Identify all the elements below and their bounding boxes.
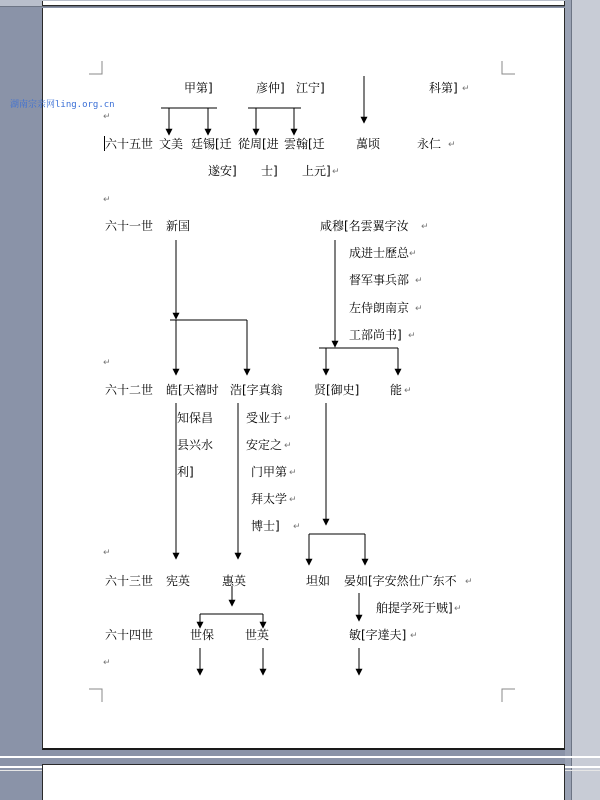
page-separator [0, 770, 42, 771]
name-xinguo: 新国 [166, 219, 191, 233]
name-suian: 遂安] [208, 164, 237, 178]
name-shiying: 世英 [245, 628, 270, 642]
hao-line-2: 县兴水 [177, 438, 214, 452]
name-hao2: 浩[字真翁 [230, 383, 283, 397]
name-yanzhong: 彦仲] [256, 81, 285, 95]
xianmu-line-1: 成进士歷总 [349, 246, 410, 260]
name-wanqing: 萬顷 [356, 137, 381, 151]
hao-line-1: 知保昌 [177, 411, 214, 425]
name-leihan: 雲翰[迁 [284, 137, 325, 151]
return-mark: ↵ [103, 112, 111, 122]
name-shi: 士] [261, 164, 278, 178]
name-min: 敏[字達夫] [349, 628, 407, 642]
xianmu-line-2: 督军事兵部 [349, 273, 410, 287]
hao2-line-2: 安定之 [246, 438, 283, 452]
page-separator [565, 766, 600, 768]
return-mark: ↵ [103, 658, 111, 668]
return-mark: ↵ [284, 441, 292, 451]
name-kedi: 科第] [429, 81, 458, 95]
return-mark: ↵ [415, 304, 423, 314]
generation-65: 六十五世 [105, 137, 154, 151]
name-yanru: 晏如[字安然仕广东不 [344, 574, 457, 588]
hao2-line-3: 门甲第 [251, 465, 288, 479]
yanru-line-2: 舶提学死于贼] [376, 601, 453, 615]
return-mark: ↵ [289, 468, 297, 478]
return-mark: ↵ [454, 604, 462, 614]
name-xianmu: 咸穆[名雲翼字汝 [320, 219, 409, 233]
name-xianying: 宪英 [166, 574, 191, 588]
name-neng: 能 [390, 383, 403, 397]
hao2-line-5: 博士] [251, 519, 280, 533]
return-mark: ↵ [293, 522, 301, 532]
name-huiying: 惠英 [222, 574, 247, 588]
name-congzhou: 從周[进 [238, 137, 279, 151]
page-separator [565, 770, 600, 771]
name-hao: 皓[天禧时 [166, 383, 219, 397]
generation-62: 六十二世 [105, 383, 154, 397]
generation-61: 六十一世 [105, 219, 154, 233]
name-shangyuan: 上元] [302, 164, 331, 178]
return-mark: ↵ [404, 386, 412, 396]
name-shibao: 世保 [190, 628, 215, 642]
document-page [42, 8, 565, 750]
return-mark: ↵ [421, 222, 429, 232]
return-mark: ↵ [103, 358, 111, 368]
return-mark: ↵ [284, 414, 292, 424]
return-mark: ↵ [408, 331, 416, 341]
return-mark: ↵ [465, 577, 473, 587]
hao2-line-1: 受业于 [246, 411, 283, 425]
xianmu-line-4: 工部尚书] [349, 328, 402, 342]
name-wenmei: 文美 [159, 137, 184, 151]
return-mark: ↵ [289, 495, 297, 505]
return-mark: ↵ [415, 276, 423, 286]
page-separator [0, 766, 42, 768]
name-jiadi: 甲第] [184, 81, 213, 95]
hao-line-3: 利] [177, 465, 194, 479]
vertical-scrollbar[interactable] [571, 0, 600, 800]
generation-63: 六十三世 [105, 574, 154, 588]
page-separator [0, 756, 600, 758]
previous-page-edge [42, 1, 565, 6]
return-mark: ↵ [103, 195, 111, 205]
return-mark: ↵ [410, 631, 418, 641]
name-danru: 坦如 [306, 574, 331, 588]
return-mark: ↵ [462, 84, 470, 94]
name-yongren: 永仁 [417, 137, 442, 151]
watermark-text: 湖南宗亲网ling.org.cn [10, 100, 115, 110]
name-jiangning: 江宁] [296, 81, 325, 95]
name-xian: 贤[御史] [314, 383, 360, 397]
return-mark: ↵ [409, 249, 417, 259]
hao2-line-4: 拜太学 [251, 492, 288, 506]
xianmu-line-3: 左侍朗南京 [349, 301, 410, 315]
return-mark: ↵ [448, 140, 456, 150]
generation-64: 六十四世 [105, 628, 154, 642]
return-mark: ↵ [332, 167, 340, 177]
name-tingxi: 廷锡[迁 [191, 137, 232, 151]
next-page-edge [42, 764, 565, 800]
return-mark: ↵ [103, 548, 111, 558]
